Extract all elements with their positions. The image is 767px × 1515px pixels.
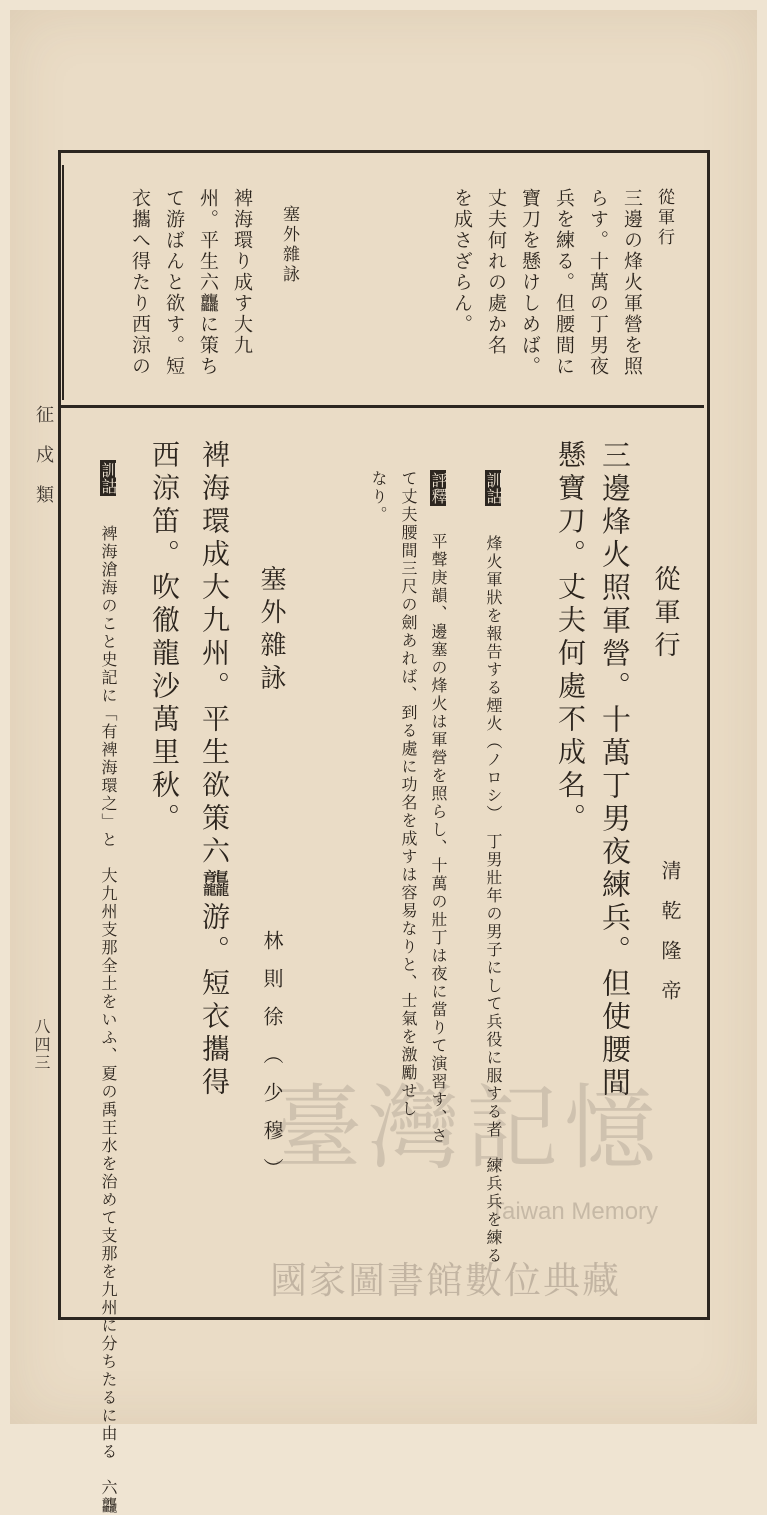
page-number: 八四三 [32, 1018, 51, 1072]
poem2-gloss-badge: 訓詁 [99, 462, 118, 494]
poem2-author: 林則徐（少穆） [260, 930, 284, 1196]
top-poem1-line-2: らす。十萬の丁男夜 [587, 188, 609, 377]
top-poem2-line-1: 裨海環り成す大九 [231, 188, 253, 356]
top-poem2-line-4: 衣攜へ得たり西涼の [129, 188, 151, 377]
top-poem2-line-3: て游ばんと欲す。短 [163, 188, 185, 377]
poem1-commentary-line-2: て丈夫腰間三尺の劍あれば、到る處に功名を成すは容易なりと、士氣を激勵せし [399, 470, 418, 1118]
top-left-rule [62, 165, 64, 400]
top-poem2-title: 塞外雜詠 [279, 205, 299, 285]
section-divider [58, 405, 704, 408]
poem1-author: 清乾隆帝 [658, 860, 682, 1020]
category-label: 征戍類 [33, 405, 54, 525]
top-poem2-line-2: 州。平生六龘に策ち [197, 188, 219, 377]
top-poem1-title: 從軍行 [654, 188, 674, 248]
poem1-title: 從軍行 [650, 565, 680, 664]
poem1-commentary-line-1: 平聲庚韻、邊塞の烽火は軍營を照らし、十萬の壯丁は夜に當りて演習す、さ [429, 533, 448, 1145]
watermark-latin: Taiwan Memory [490, 1198, 659, 1225]
poem2-title: 塞外雜詠 [256, 565, 286, 697]
watermark-logo: 臺灣記憶 [270, 1075, 663, 1182]
top-poem1-line-6: を成さざらん。 [451, 188, 473, 335]
poem1-commentary [430, 470, 446, 1145]
poem1-line-1: 三邊烽火照軍營。十萬丁男夜練兵。但使腰間 [598, 440, 632, 1100]
poem2-line-2: 西涼笛。吹徹龍沙萬里秋。 [148, 440, 181, 836]
poem2-gloss [100, 460, 116, 1515]
poem2-gloss-text: 裨海滄海のこと史記に「有裨海環之」と 大九州支那全土をいふ、夏の禹王水を治めて支那を九州に分ちたるに由る 六龘 [99, 525, 118, 1515]
top-poem1-line-1: 三邊の烽火軍營を照 [621, 188, 643, 377]
top-poem1-line-5: 丈夫何れの處か名 [485, 188, 507, 356]
poem1-commentary-badge: 評釋 [429, 472, 448, 504]
poem1-gloss-badge: 訓詁 [484, 472, 503, 504]
poem2-line-1: 裨海環成大九州。平生欲策六龘游。短衣攜得 [198, 440, 231, 1100]
watermark-subtitle: 國家圖書館數位典藏 [270, 1259, 621, 1302]
top-poem1-line-3: 兵を練る。但腰間に [553, 188, 575, 377]
poem1-commentary-line-3: なり。 [369, 470, 388, 524]
poem1-gloss-text: 烽火軍狀を報告する煙火（ノロシ） 丁男壯年の男子にして兵役に服する者 練兵兵を練る [484, 535, 503, 1265]
top-poem1-line-4: 寶刀を懸けしめば。 [519, 188, 541, 377]
poem1-line-2: 懸寶刀。丈夫何處不成名。 [554, 440, 587, 836]
